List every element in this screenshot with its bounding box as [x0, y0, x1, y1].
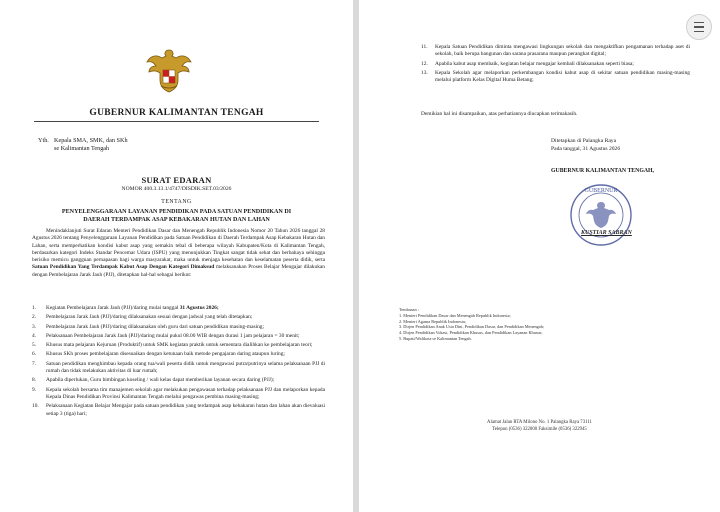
- subject-line-1: PENYELENGGARAAN LAYANAN PENDIDIKAN PADA SATUAN PENDIDIKAN DI: [61, 209, 292, 215]
- signer-name: KUSTIAR SABRAN: [581, 230, 632, 236]
- item-text: [435, 61, 690, 68]
- item-text: [435, 70, 690, 85]
- item-number: 8.: [32, 377, 37, 384]
- item-text-body: Khusus mata pelajaran Kejuruan (Produktif) untuk SMK kegiatan praktik untuk sementara dialihkan ke pembelajaran teori;: [46, 342, 313, 349]
- intro-paragraph: [32, 228, 325, 279]
- item-text: [435, 44, 690, 59]
- item-text: [46, 305, 325, 312]
- instruction-item: [421, 70, 690, 85]
- recipient-line-1: Kepala SMA, SMK, dan SKh: [54, 137, 128, 144]
- menu-icon-bar: [694, 31, 704, 33]
- instruction-item: [32, 361, 325, 376]
- item-text: [46, 403, 325, 418]
- instruction-item: [32, 387, 325, 402]
- recipient-line-2: se Kalimantan Tengah: [54, 145, 110, 152]
- menu-button[interactable]: [686, 14, 712, 40]
- intro-bold: Satuan Pendidikan Yang Terdampak Kabut Asap Dengan Kategori Dimaksud: [32, 264, 215, 271]
- document-page-left: [0, 0, 353, 512]
- cc-item: 1. Menteri Pendidikan Dasar dan Menengah Republik Indonesia;: [399, 312, 511, 318]
- item-text-body: Pelaksanaan Pembelajaran Jarak Jauh (PJJ)/daring mulai pukul 08.00 WIB dengan durasi 1 jam pelajaran = 30 menit;: [46, 332, 300, 339]
- governor-title: GUBERNUR KALIMANTAN TENGAH: [89, 108, 264, 118]
- item-number: 2.: [32, 314, 37, 321]
- instruction-item: [421, 61, 690, 68]
- item-text: [46, 333, 325, 340]
- item-text-body: Satuan pendidikan menghimbau kepada orang tua/wali peserta didik untuk mengawasi putra/putrinya selama pelaksanaan PJJ di rumah dan tidak melakukan aktivitas di luar rumah;: [46, 360, 325, 375]
- recipient-label: Yth.: [38, 137, 49, 144]
- sign-place: Ditetapkan di Palangka Raya: [551, 138, 617, 144]
- item-text: [46, 361, 325, 376]
- item-text-body: Kepala Sekolah agar melaporkan perkembangan kondisi kabut asap di sekitar satuan pendidikan masing-masing melalui platform Kelas Digital Huma Betang;: [435, 69, 690, 84]
- closing-text: Demikian hal ini disampaikan, atas perhatiannya diucapkan terimakasih.: [421, 111, 578, 117]
- item-text-body: Kepala Satuan Pendidikan diminta mengawasi lingkungan sekolah dan mengaktifkan pengamanan terhadap aset di sekolah, baik berupa bangunan dan sarana prasarana maupun perangkat digital;: [435, 44, 690, 58]
- item-text: [46, 387, 325, 402]
- cc-item: 3. Dirjen Pendidikan Anak Usia Dini, Pendidikan Dasar, dan Pendidikan Menengah;: [399, 324, 545, 330]
- item-number: 1.: [32, 305, 37, 311]
- subject-heading: TENTANG: [161, 199, 192, 205]
- instruction-list: [32, 305, 325, 420]
- sign-date: Pada tanggal, 31 Agustus 2026: [551, 146, 621, 152]
- item-text-body: Kegiatan Pembelajaran Jarak Jauh (PJJ)/daring mulai tanggal: [46, 305, 180, 311]
- item-number: 10.: [32, 403, 39, 410]
- instruction-item: [32, 305, 325, 312]
- item-text-bold: 31 Agustus 2026;: [179, 305, 219, 311]
- item-text: [46, 377, 325, 384]
- document-page-right: [359, 0, 720, 512]
- item-text: [46, 324, 325, 331]
- item-text-body: Khusus SKh proses pembelajaran disesuaikan dengan ketunaan baik metode pengajaran daring ataupun luring;: [46, 351, 285, 358]
- footer-address: [359, 420, 720, 433]
- document-number: NOMOR 400.3.13.1/4747/DISDIK.SET.03/2026: [121, 186, 232, 192]
- instruction-item: [32, 342, 325, 349]
- instruction-item: [32, 377, 325, 384]
- header-rule: [34, 121, 319, 122]
- item-text-body: Pelaksanaan Kegiatan Belajar Mengajar pada satuan pendidikan yang terdampak asap kebakaran hutan dan lahan akan dievaluasi setiap 3 (tiga) hari;: [46, 403, 325, 417]
- cc-list: [399, 313, 544, 342]
- stamp-text: GUBERNUR: [584, 188, 618, 194]
- item-number: 12.: [421, 60, 428, 67]
- item-number: 3.: [32, 323, 37, 330]
- item-number: 6.: [32, 351, 37, 358]
- menu-icon-bar: [694, 22, 704, 24]
- cc-block: [399, 307, 544, 342]
- item-number: 7.: [32, 360, 37, 367]
- document-title: SURAT EDARAN: [141, 175, 212, 185]
- item-text-body: Kepala sekolah bersama tim manajemen sekolah agar melakukan pengawasan terhadap pelaksanaan PJJ dan melaporkan kepada Kepala Dinas Pendidikan Provinsi Kalimantan Tengah melalui pengawas pembina masing-masing;: [46, 386, 325, 400]
- item-text-body: Pembelajaran Jarak Jauh (PJJ)/daring dilaksanakan sesuai dengan jadwal yang telah ditetapkan;: [46, 314, 253, 321]
- item-text-body: Pembelajaran Jarak Jauh (PJJ)/daring dilaksanakan oleh guru dari satuan pendidikan masing-masing;: [46, 323, 264, 330]
- cc-item: 5. Bupati/Walikota se Kalimantan Tengah.: [399, 335, 472, 341]
- menu-icon-bar: [694, 26, 704, 28]
- instruction-list-continued: [421, 44, 690, 86]
- item-number: 11.: [421, 44, 428, 50]
- subject-line-2: DAERAH TERDAMPAK ASAP KEBAKARAN HUTAN DAN LAHAN: [83, 217, 270, 223]
- instruction-item: [32, 403, 325, 418]
- item-text: [46, 351, 325, 358]
- intro-text-1: Menindaklanjuti Surat Edaran Menteri Pendidikan Dasar dan Menengah Republik Indonesia Nomor 20 Tahun 2026 tanggal 28 Agustus 2026 tentang Penyelenggaraan Layanan Pendidikan pada Satuan Pendidikan di Daerah Terdampak Asap Kebakaran Hutan dan Lahan, serta memperhatikan kondisi kabut asap yang semakin tebal di beberapa wilayah Kabupaten/Kota di Kalimantan Tengah, berdasarkan kategori Indeks Standar Pencemar Udara (ISPU) yang menunjukkan Tingkat sangat tidak sehat dan berbahaya sehingga berisiko memicu gangguan pernapasan bagi warga masyarakat, maka untuk menjaga kesehatan dan keselamatan peserta didik, serta: [32, 228, 325, 264]
- sign-place-date: [551, 137, 620, 153]
- instruction-item: [421, 44, 690, 59]
- garuda-emblem: [146, 44, 192, 94]
- instruction-item: [32, 351, 325, 358]
- instruction-item: [32, 333, 325, 340]
- item-number: 13.: [421, 69, 428, 76]
- item-text-body: Apabila diperlukan, Guru bimbingan koseling / wali kelas dapat memberikan layanan secara daring (PJJ);: [46, 377, 275, 384]
- footer-line-1: Alamat Jalan RTA Milono No. 1 Palangka Raya 73111: [487, 420, 592, 425]
- item-number: 9.: [32, 386, 37, 393]
- item-text-body: Apabila kabut asap membaik, kegiatan belajar mengajar kembali dilaksanakan seperti biasa;: [435, 60, 634, 67]
- cc-item: 4. Dirjen Pendidikan Vokasi, Pendidikan Khusus, dan Pendidikan Layanan Khusus;: [399, 330, 543, 336]
- instruction-item: [32, 314, 325, 321]
- cc-item: 2. Menteri Agama Republik Indonesia;: [399, 318, 466, 324]
- item-number: 4.: [32, 332, 37, 339]
- item-text: [46, 314, 325, 321]
- item-number: 5.: [32, 342, 37, 349]
- subject-title: [30, 208, 323, 224]
- item-text: [46, 342, 325, 349]
- footer-line-2: Telepon (0536) 322000 Faksimile (0536) 322945: [492, 426, 587, 432]
- intro-text-2: melaksanakan Proses Belajar Mengajar dilakukan dengan Pembelajaran Jarak Jauh (PJJ), ditetapkan hal-hal sebagai berikut:: [32, 264, 325, 278]
- cc-title: Tembusan :: [399, 307, 419, 312]
- instruction-item: [32, 324, 325, 331]
- recipient-block: [38, 137, 128, 153]
- sign-role: GUBERNUR KALIMANTAN TENGAH,: [551, 168, 655, 174]
- official-stamp: [564, 178, 638, 252]
